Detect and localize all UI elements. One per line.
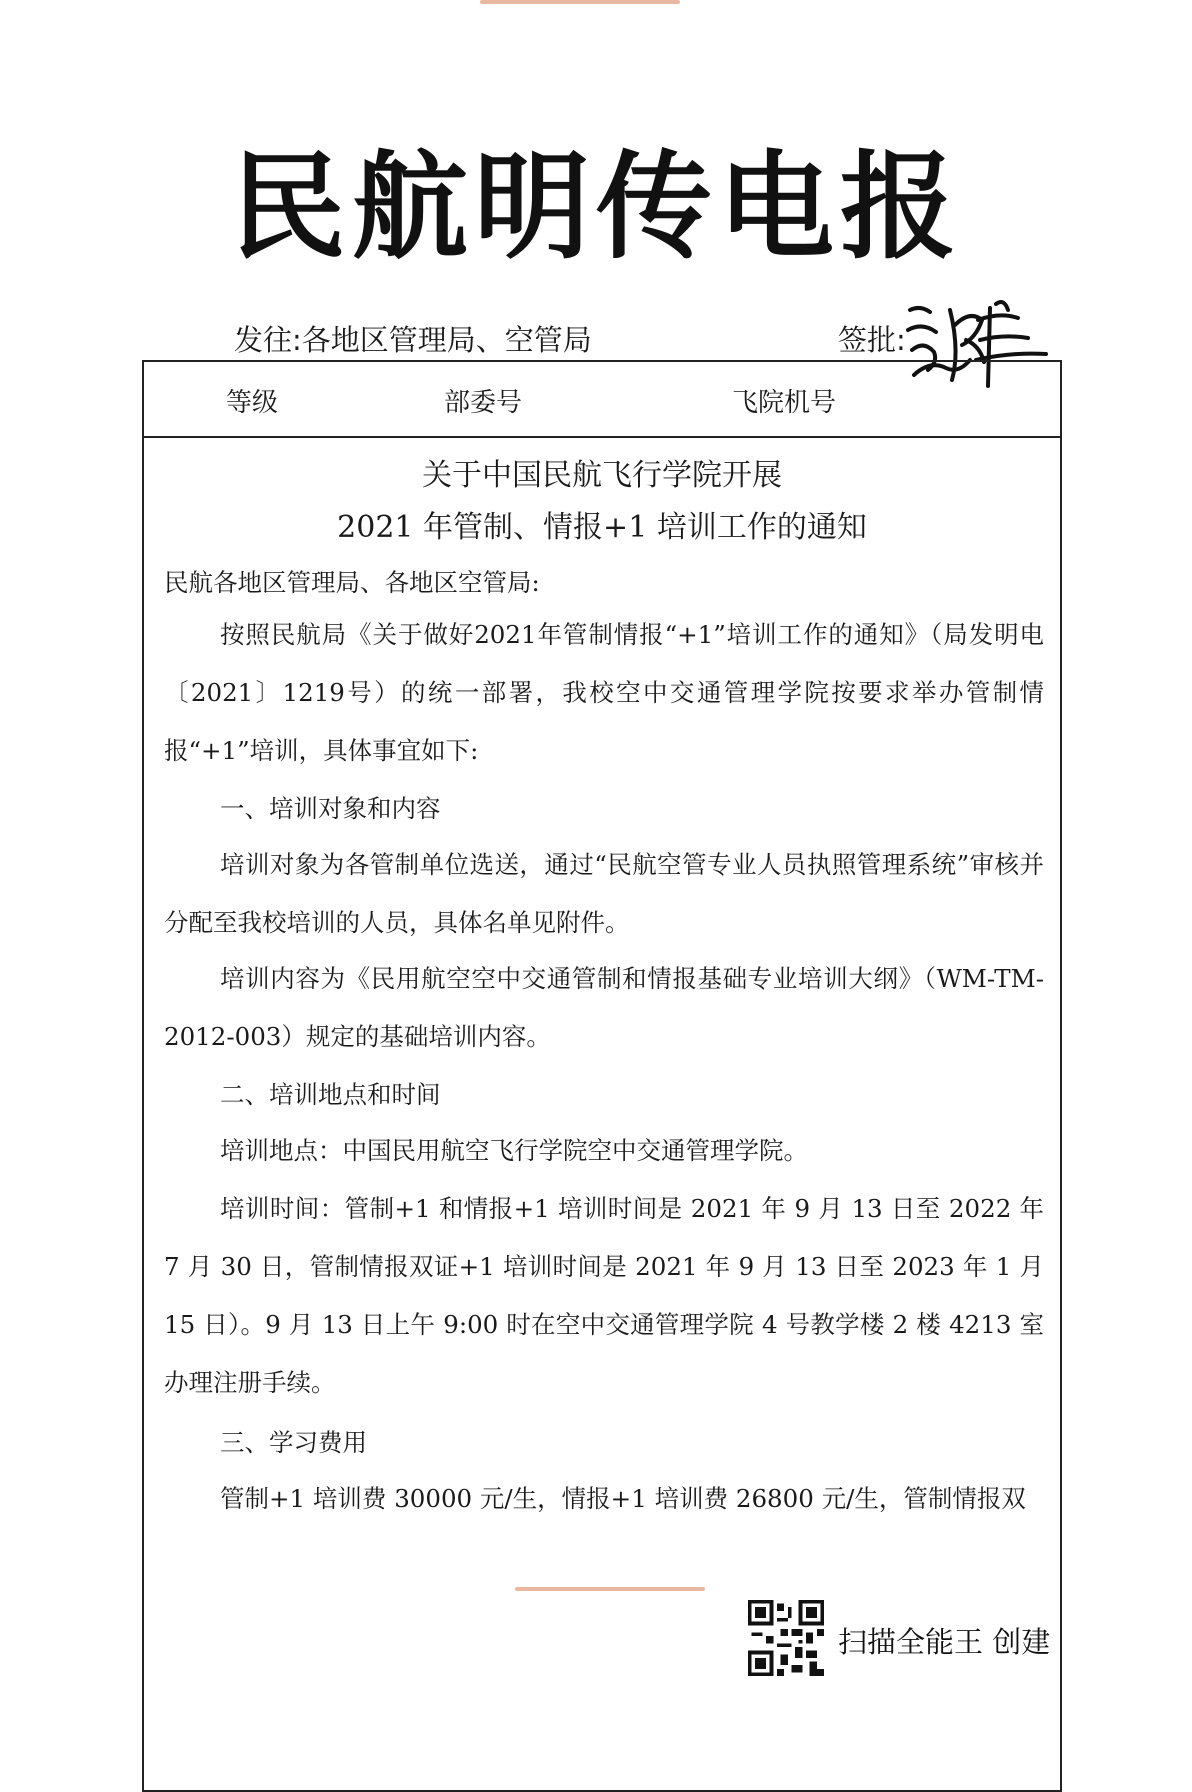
qr-code-icon — [748, 1600, 824, 1676]
section2-heading: 二、培训地点和时间 — [220, 1080, 441, 1109]
section1-paragraph1: 培训对象为各管制单位选送，通过“民航空管专业人员执照管理系统”审核并分配至我校培训的人员，具体名单见附件。 — [164, 850, 1044, 937]
salutation: 民航各地区管理局、各地区空管局: — [164, 568, 540, 597]
header-row — [144, 362, 1060, 438]
header-dept-no: 部委号 — [444, 388, 523, 418]
recipient-line: 发往:各地区管理局、空管局 — [234, 323, 592, 357]
section2-location: 培训地点：中国民用航空飞行学院空中交通管理学院。 — [220, 1136, 808, 1165]
scanner-watermark — [748, 1600, 1068, 1680]
telegram-frame — [142, 360, 1062, 1792]
header-level: 等级 — [226, 388, 279, 418]
section1-paragraph2: 培训内容为《民用航空空中交通管制和情报基础专业培训大纲》（WM-TM-2012-003）规定的基础培训内容。 — [164, 964, 1044, 1051]
telegram-title: 民航明传电报 — [230, 140, 962, 275]
top-edge-mark — [480, 0, 680, 4]
notice-title-line1: 关于中国民航飞行学院开展 — [422, 458, 782, 493]
section3-paragraph1: 管制+1 培训费 30000 元/生，情报+1 培训费 26800 元/生，管制情报双 — [220, 1484, 1026, 1513]
scanner-credit: 扫描全能王 创建 — [838, 1625, 1051, 1659]
intro-paragraph: 按照民航局《关于做好2021年管制情报“+1”培训工作的通知》（局发明电〔2021〕1219号）的统一部署，我校空中交通管理学院按要求举办管制情报“+1”培训，具体事宜如下: — [164, 620, 1044, 765]
header-academy-no: 飞院机号 — [732, 388, 837, 418]
sign-label: 签批: — [838, 323, 906, 357]
section1-heading: 一、培训对象和内容 — [220, 794, 441, 823]
section2-time: 培训时间：管制+1 和情报+1 培训时间是 2021 年 9 月 13 日至 2022 年 7 月 30 日，管制情报双证+1 培训时间是 2021 年 9 月 13 日至 2023 年 1 月 15 日）。9 月 13 日上午 9:00 时在空中交通管理学院 4 号教学楼 2 楼 4213 室办理注册手续。 — [164, 1194, 1044, 1397]
notice-title-line2: 2021 年管制、情报+1 培训工作的通知 — [337, 510, 867, 545]
bottom-edge-mark — [515, 1587, 705, 1591]
section3-heading: 三、学习费用 — [220, 1428, 367, 1457]
